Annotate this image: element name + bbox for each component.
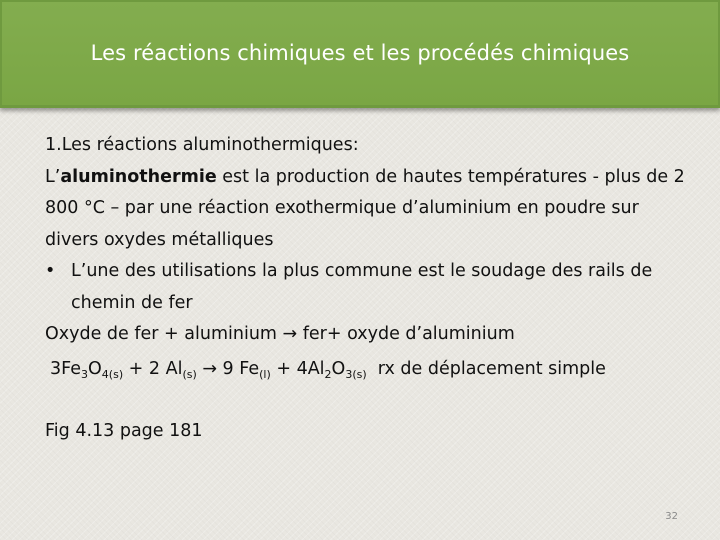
slide-title: Les réactions chimiques et les procédés chimiques (90, 40, 630, 65)
spacer (45, 385, 695, 416)
chemical-equation (45, 354, 695, 386)
definition-term: aluminothermie (60, 166, 217, 187)
figure-reference: Fig 4.13 page 181 (45, 421, 203, 441)
definition-paragraph (45, 162, 695, 257)
definition-text: est la production de hautes températures - plus de 2 800 °C – par une réaction exothermique d’aluminium en poudre sur divers oxydes métalliques (45, 166, 685, 250)
eq-term: + 2 Al (123, 358, 183, 379)
eq-subscript: 2 (324, 367, 332, 381)
eq-term: 3Fe (50, 358, 82, 379)
eq-subscript: 3(s) (345, 367, 367, 381)
eq-term: + 4Al (270, 358, 325, 379)
word-equation: Oxyde de fer + aluminium → fer+ oxyde d’aluminium (45, 324, 515, 344)
eq-subscript: (s) (182, 367, 197, 381)
eq-term: O (331, 358, 346, 379)
eq-term: → 9 Fe (196, 358, 260, 379)
bullet-text: L’une des utilisations la plus commune est le soudage des rails de chemin de fer (71, 261, 653, 313)
eq-note: rx de déplacement simple (366, 358, 606, 379)
eq-subscript: (l) (259, 367, 271, 381)
section-heading: 1.Les réactions aluminothermiques: (45, 135, 359, 155)
slide-content (45, 130, 695, 448)
eq-subscript: 3 (81, 367, 89, 381)
eq-subscript: 4(s) (101, 367, 124, 381)
title-bar (0, 0, 720, 108)
page-number: 32 (665, 511, 678, 522)
bullet-item (45, 256, 695, 319)
eq-term: O (88, 358, 102, 379)
bullet-icon: • (45, 261, 56, 281)
definition-prefix: L’ (45, 166, 61, 187)
